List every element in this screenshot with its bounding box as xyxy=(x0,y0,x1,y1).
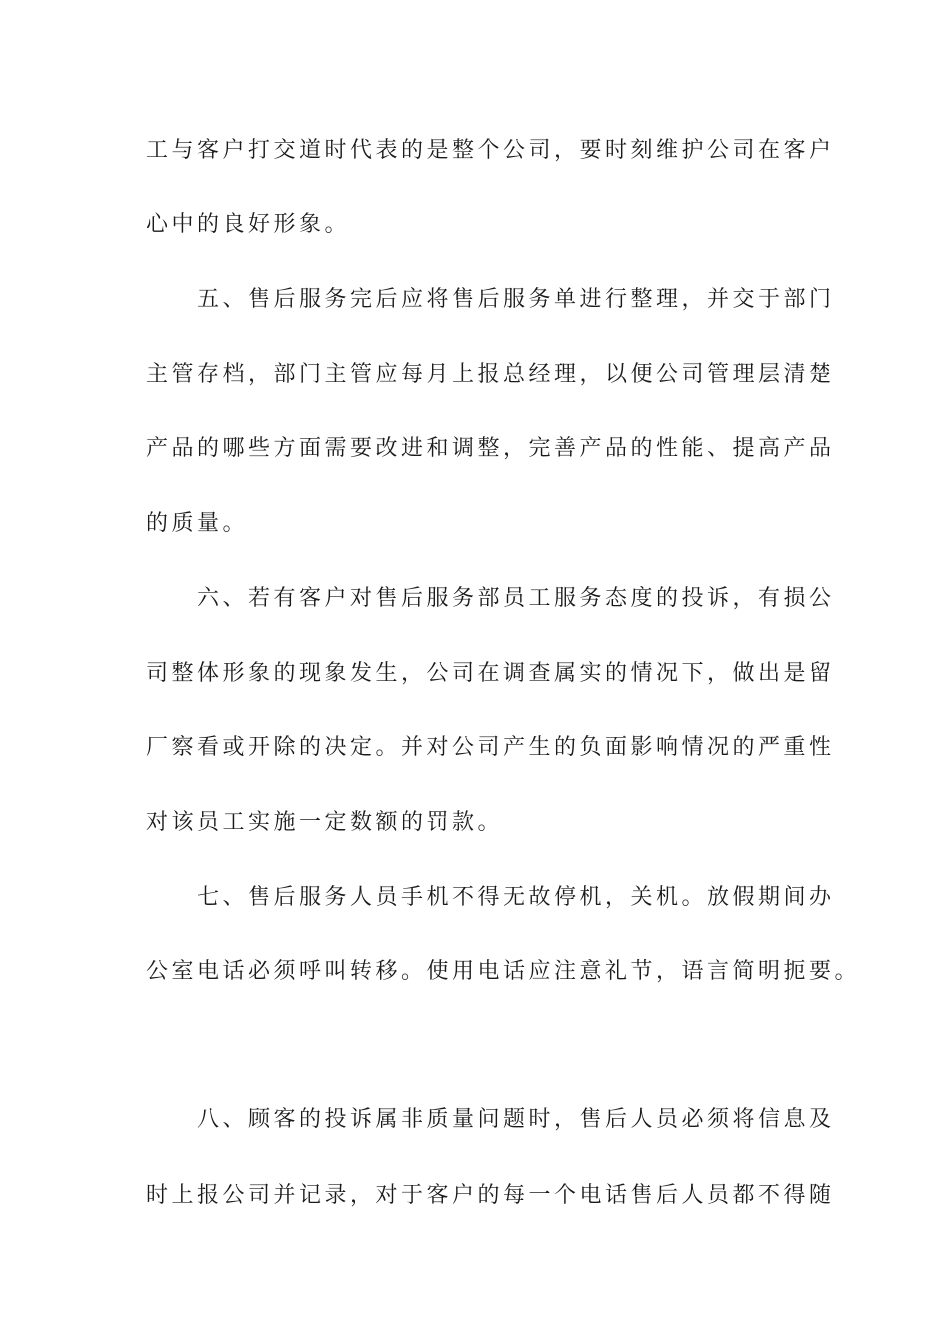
text-line: 六、若有客户对售后服务部员工服务态度的投诉，有损公 xyxy=(146,586,835,611)
text-line: 心中的良好形象。 xyxy=(146,212,351,237)
text-line: 时上报公司并记录，对于客户的每一个电话售后人员都不得随 xyxy=(146,1183,835,1208)
text-line: 对该员工实施一定数额的罚款。 xyxy=(146,810,504,835)
text-line: 司整体形象的现象发生，公司在调查属实的情况下，做出是留 xyxy=(146,661,835,686)
text-line: 工与客户打交道时代表的是整个公司，要时刻维护公司在客户 xyxy=(146,138,835,163)
text-line: 七、售后服务人员手机不得无故停机，关机。放假期间办 xyxy=(146,885,835,910)
text-line: 产品的哪些方面需要改进和调整，完善产品的性能、提高产品 xyxy=(146,436,835,461)
text-line: 主管存档，部门主管应每月上报总经理，以便公司管理层清楚 xyxy=(146,362,835,387)
text-line: 的质量。 xyxy=(146,511,249,536)
text-line: 八、顾客的投诉属非质量问题时，售后人员必须将信息及 xyxy=(146,1107,835,1132)
text-line: 公室电话必须呼叫转移。使用电话应注意礼节，语言简明扼要。 xyxy=(146,959,861,984)
text-line: 厂察看或开除的决定。并对公司产生的负面影响情况的严重性 xyxy=(146,735,835,760)
text-line: 五、售后服务完后应将售后服务单进行整理，并交于部门 xyxy=(146,287,835,312)
